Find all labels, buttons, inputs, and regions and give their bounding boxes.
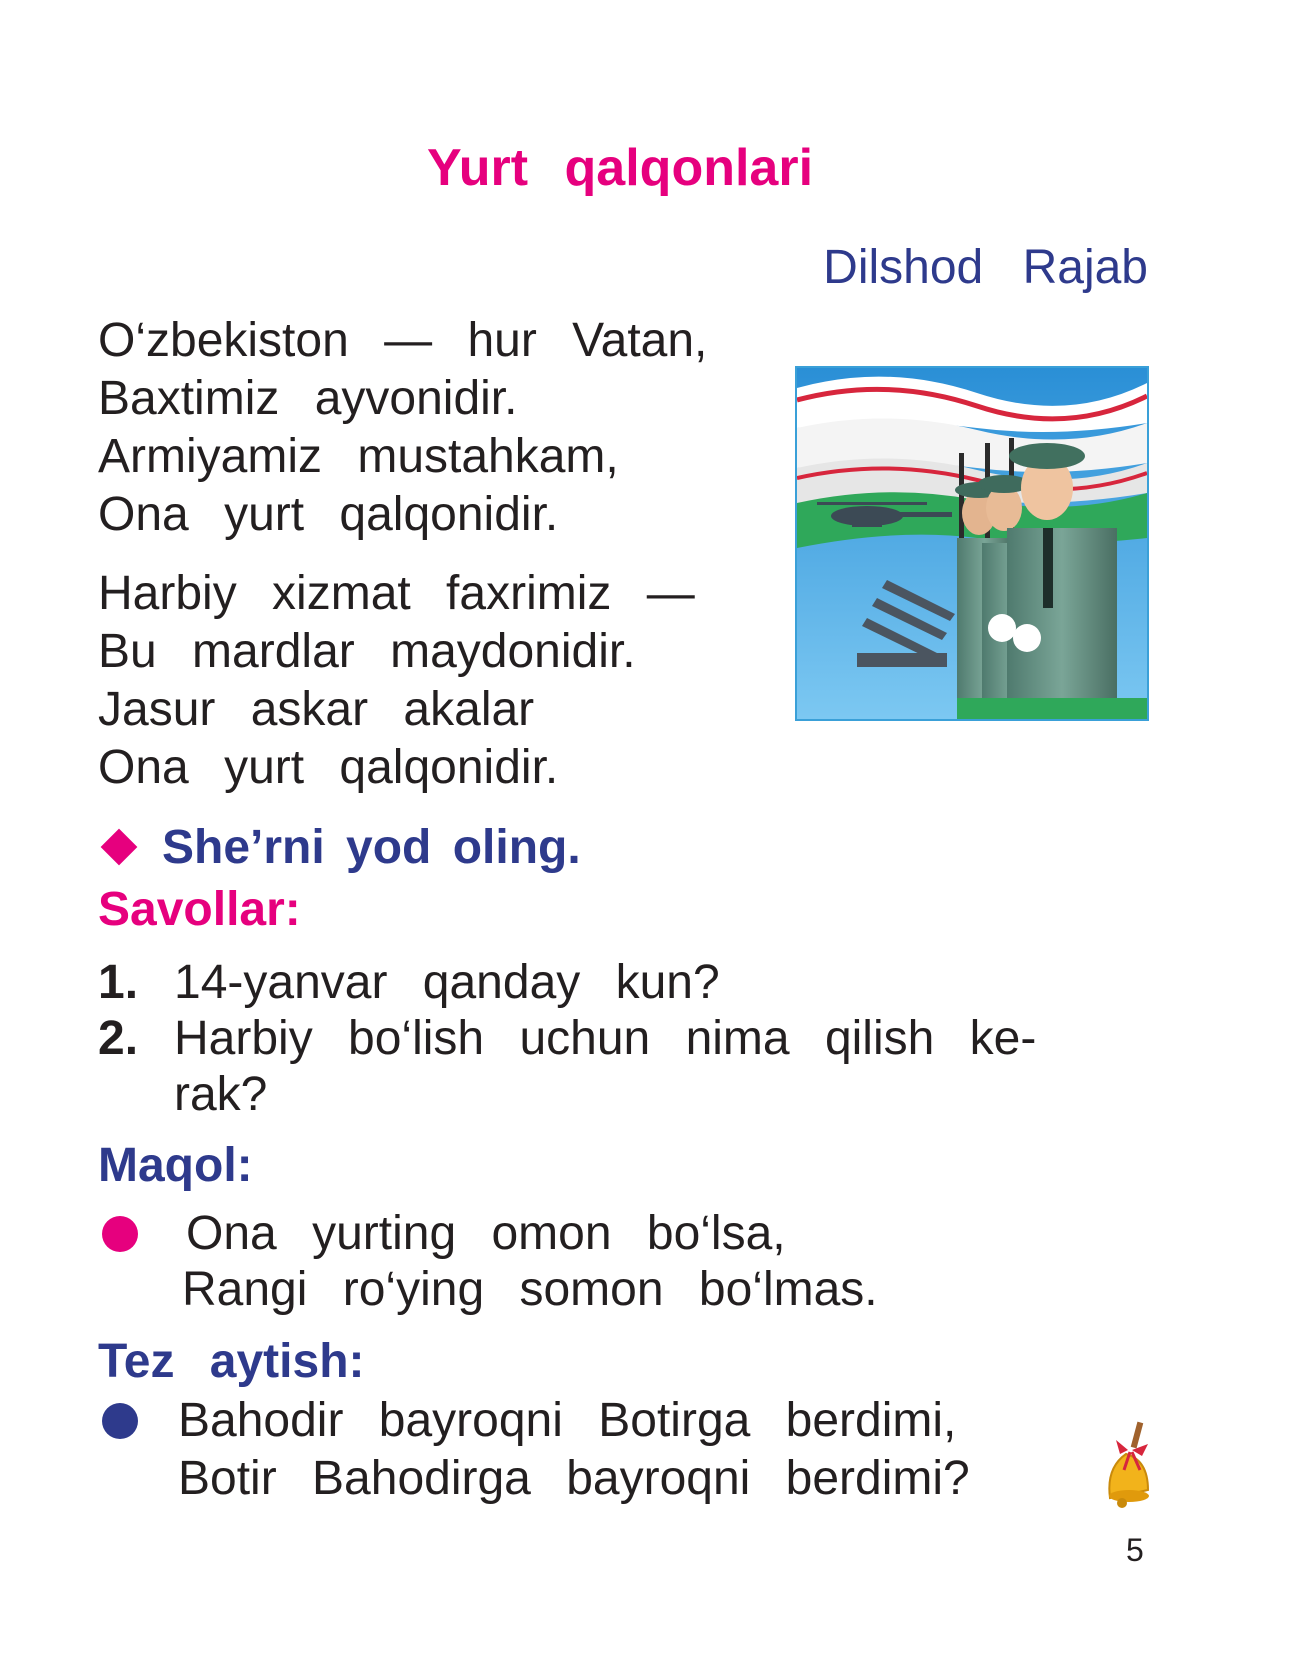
tongue-twister-line: Botir Bahodirga bayroqni berdimi? [178, 1452, 970, 1505]
illustration-graphic [797, 368, 1147, 719]
diamond-bullet-icon [101, 829, 138, 866]
poem-line: O‘zbekiston — hur Vatan, [98, 314, 708, 367]
poem-line: Ona yurt qalqonidir. [98, 488, 559, 541]
circle-bullet-icon [102, 1216, 138, 1252]
proverb-line: Ona yurting omon bo‘lsa, [186, 1207, 786, 1260]
tongue-twister-text [178, 1392, 970, 1508]
bell-icon [1098, 1420, 1160, 1510]
question-text: 14-yanvar qanday kun? [174, 956, 720, 1009]
poem-line: Harbiy xizmat faxrimiz — [98, 567, 695, 620]
page-title: Yurt qalqonlari [426, 139, 814, 197]
tongue-twister-heading: Tez aytish: [98, 1335, 365, 1388]
question-text: Harbiy bo‘lish uchun nima qilish ke- [174, 1012, 1037, 1065]
circle-bullet-icon [102, 1403, 138, 1439]
question-item [98, 1011, 1148, 1121]
tongue-twister-line: Bahodir bayroqni Botirga berdimi, [178, 1394, 957, 1447]
bell-graphic [1098, 1420, 1160, 1510]
poem-line: Baxtimiz ayvonidir. [98, 372, 518, 425]
question-item [98, 955, 720, 1011]
poem-line: Ona yurt qalqonidir. [98, 741, 559, 794]
poem-stanza-2 [98, 565, 695, 797]
proverb-text [182, 1206, 878, 1318]
poem-line: Bu mardlar maydonidir. [98, 625, 636, 678]
author-name: Dilshod Rajab [823, 241, 1148, 294]
poem-stanza-1 [98, 312, 707, 544]
proverb-heading: Maqol: [98, 1139, 253, 1192]
question-number: 1. [98, 956, 139, 1009]
proverb-line: Rangi ro‘ying somon bo‘lmas. [182, 1263, 878, 1316]
task-instruction [98, 820, 581, 875]
poem-line: Jasur askar akalar [98, 683, 535, 736]
task-text: She’rni yod oling. [162, 821, 581, 874]
questions-heading: Savollar: [98, 883, 301, 936]
poem-line: Armiyamiz mustahkam, [98, 430, 619, 483]
question-text-continued: rak? [174, 1068, 268, 1121]
question-number: 2. [98, 1012, 139, 1065]
page-number: 5 [1126, 1532, 1144, 1568]
soldiers-flag-illustration [795, 366, 1149, 721]
